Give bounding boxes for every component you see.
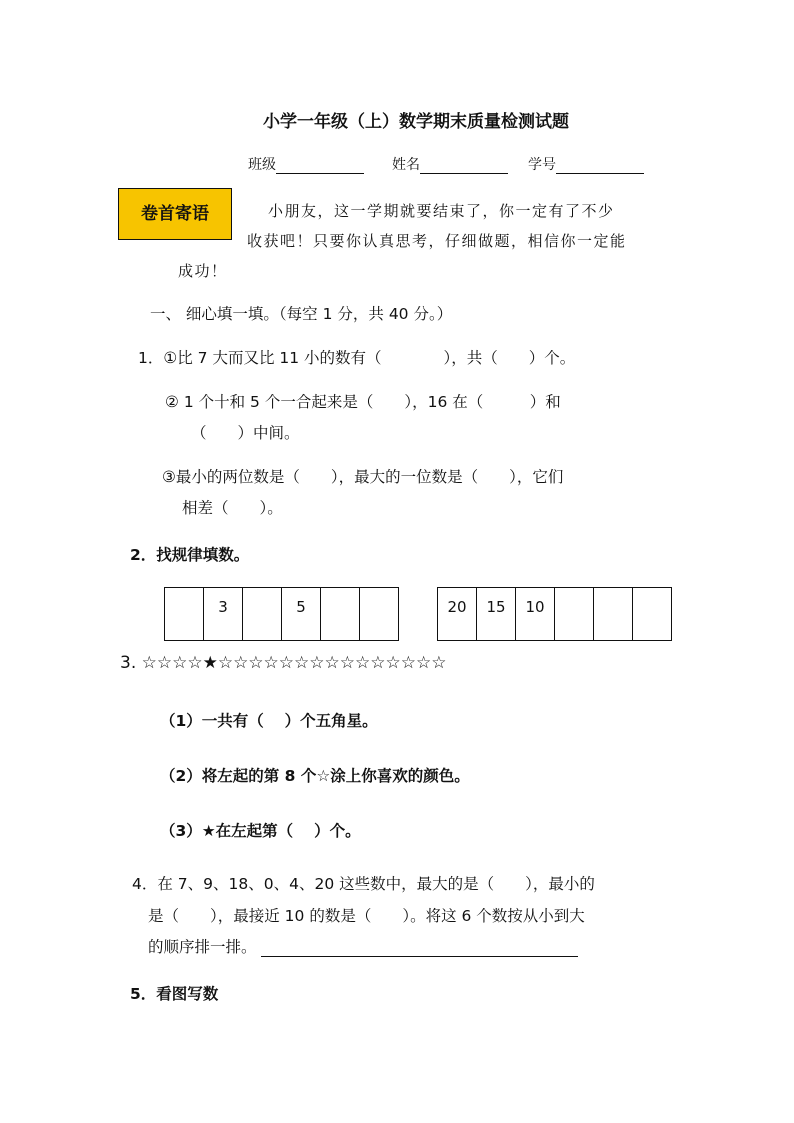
question-3-part-3: （3）★在左起第（ ）个。 <box>160 822 361 840</box>
answer-line[interactable] <box>261 940 578 957</box>
name-blank[interactable] <box>420 160 508 174</box>
grid-cell: 3 <box>204 588 243 641</box>
intro-line-1: 小朋友，这一学期就要结束了，你一定有了不少 <box>268 202 615 220</box>
student-id-label: 学号 <box>528 157 556 173</box>
page-title: 小学一年级（上）数学期末质量检测试题 <box>263 112 569 132</box>
intro-line-3: 成功！ <box>178 262 228 280</box>
pattern-grid-left <box>164 587 399 641</box>
question-2-label: 2．找规律填数。 <box>130 546 250 564</box>
foreword-badge: 卷首寄语 <box>118 188 232 240</box>
intro-line-2: 收获吧！只要你认真思考，仔细做题，相信你一定能 <box>247 232 627 250</box>
grid-cell[interactable] <box>243 588 282 641</box>
question-1b-line-1: ② 1 个十和 5 个一合起来是（ ），16 在（ ）和 <box>165 393 561 411</box>
question-1c-line-2: 相差（ ）。 <box>182 499 283 517</box>
class-label: 班级 <box>248 157 276 173</box>
question-5-label: 5．看图写数 <box>130 985 219 1003</box>
question-3-part-1: （1）一共有（ ）个五角星。 <box>160 712 378 730</box>
question-4-line-2: 是（ ），最接近 10 的数是（ ）。将这 6 个数按从小到大 <box>148 907 585 925</box>
question-4-line-3-text: 的顺序排一排。 <box>148 938 257 956</box>
question-4-line-3 <box>148 935 578 957</box>
grid-cell: 10 <box>516 588 555 641</box>
section-heading: 一、 细心填一填。（每空 1 分，共 40 分。） <box>150 305 453 323</box>
question-3-stars: 3. ☆☆☆☆★☆☆☆☆☆☆☆☆☆☆☆☆☆☆☆ <box>120 653 447 673</box>
grid-cell[interactable] <box>555 588 594 641</box>
grid-cell: 15 <box>477 588 516 641</box>
question-3-part-2: （2）将左起的第 8 个☆涂上你喜欢的颜色。 <box>160 767 470 785</box>
grid-cell: 20 <box>438 588 477 641</box>
student-id-blank[interactable] <box>556 160 644 174</box>
name-field[interactable] <box>392 154 508 174</box>
question-1b-line-2: （ ）中间。 <box>191 424 300 442</box>
class-blank[interactable] <box>276 160 364 174</box>
grid-cell[interactable] <box>594 588 633 641</box>
question-1c-line-1: ③最小的两位数是（ ），最大的一位数是（ ），它们 <box>162 468 564 486</box>
grid-cell[interactable] <box>321 588 360 641</box>
grid-cell: 5 <box>282 588 321 641</box>
class-field[interactable] <box>248 154 364 174</box>
grid-cell[interactable] <box>633 588 672 641</box>
question-4-line-1: 4．在 7、9、18、0、4、20 这些数中，最大的是（ ），最小的 <box>132 875 595 893</box>
pattern-grid-right <box>437 587 672 641</box>
grid-cell[interactable] <box>165 588 204 641</box>
question-1a: 1．①比 7 大而又比 11 小的数有（ ），共（ ）个。 <box>138 349 576 367</box>
grid-cell[interactable] <box>360 588 399 641</box>
student-id-field[interactable] <box>528 154 644 174</box>
name-label: 姓名 <box>392 157 420 173</box>
